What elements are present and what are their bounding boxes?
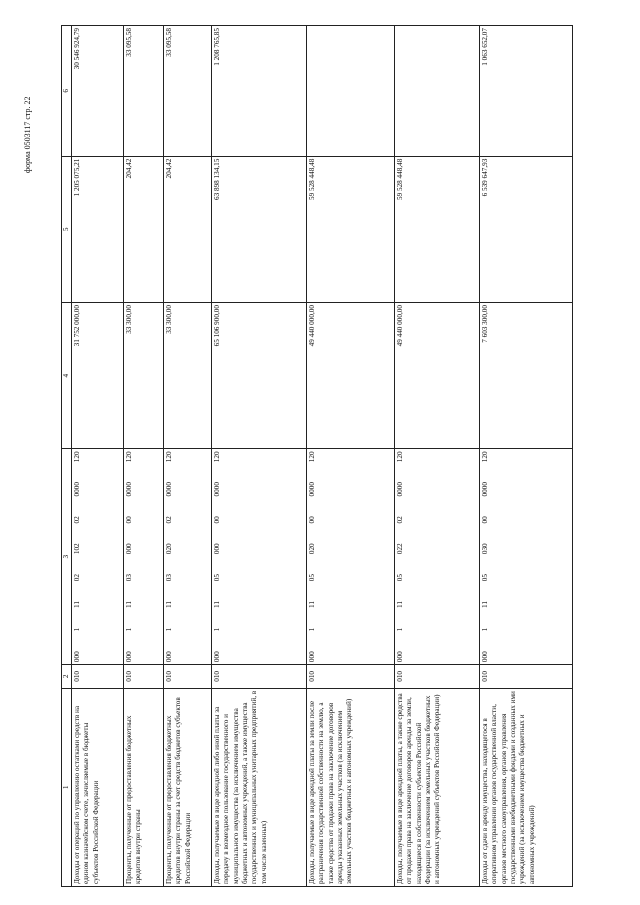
table-row	[164, 26, 212, 887]
budget-code-part: 11	[165, 601, 173, 608]
row-name: Доходы, получаемые в виде арендной платы за земли после разграничения государственной собственности на землю, а также средства от продажи права на заключение договоров аренды указанных земельных участков (за исключением земельных участков бюджетных и автономных учреждений)	[307, 688, 395, 886]
budget-code-parts	[73, 451, 82, 662]
budget-code-part: 120	[308, 451, 316, 463]
budget-code-part: 0000	[396, 482, 404, 497]
row-name: Проценты, полученные от предоставления бюджетных кредитов внутри страны за счет средств бюджетов субъектов Российской Федерации	[164, 688, 212, 886]
budget-code-part: 05	[481, 574, 489, 582]
budget-code-part: 02	[73, 574, 81, 582]
budget-code	[164, 449, 212, 665]
header-cell: 1	[62, 688, 72, 886]
budget-code-part: 03	[125, 574, 133, 582]
budget-code-part: 0000	[308, 482, 316, 497]
budget-code-part: 022	[396, 543, 404, 555]
unexecuted-amount: 33 095,58	[164, 26, 212, 157]
budget-code-part: 000	[165, 651, 173, 663]
executed-amount: 204,42	[164, 156, 212, 302]
approved-amount: 49 440 000,00	[307, 303, 395, 449]
budget-code-part: 000	[73, 651, 81, 663]
budget-code-part: 00	[213, 516, 221, 524]
table-row	[72, 26, 124, 887]
header-cell: 2	[62, 665, 72, 689]
budget-code-part: 03	[165, 574, 173, 582]
line-code: 010	[307, 665, 395, 689]
budget-code-part: 11	[308, 601, 316, 608]
budget-code	[124, 449, 164, 665]
executed-amount: 63 898 134,15	[212, 156, 307, 302]
budget-code-part: 120	[396, 451, 404, 463]
budget-code-part: 05	[308, 574, 316, 582]
table-row	[307, 26, 395, 887]
executed-amount: 59 528 448,48	[395, 156, 480, 302]
budget-code-part: 11	[481, 601, 489, 608]
report-table	[61, 25, 573, 887]
budget-code-part: 02	[396, 516, 404, 524]
line-code: 010	[164, 665, 212, 689]
budget-code-part: 000	[481, 651, 489, 663]
line-code: 010	[395, 665, 480, 689]
budget-code-part: 102	[73, 543, 81, 555]
budget-code	[395, 449, 480, 665]
budget-code-part: 1	[308, 627, 316, 632]
executed-amount: 6 539 647,93	[480, 156, 573, 302]
budget-code-part: 05	[213, 574, 221, 582]
budget-code-part: 11	[73, 601, 81, 608]
budget-code-part: 02	[165, 516, 173, 524]
budget-code-part: 1	[165, 627, 173, 632]
budget-code	[72, 449, 124, 665]
line-code: 010	[480, 665, 573, 689]
table-row	[212, 26, 307, 887]
budget-code-part: 00	[481, 516, 489, 524]
unexecuted-amount: 33 095,58	[124, 26, 164, 157]
line-code: 010	[212, 665, 307, 689]
approved-amount: 33 300,00	[124, 303, 164, 449]
budget-code-parts	[165, 451, 174, 662]
executed-amount: 59 528 448,48	[307, 156, 395, 302]
budget-code-part: 000	[125, 651, 133, 663]
row-name: Доходы от операций по управлению остатками средств на едином казначейском счете, зачисляемые в бюджеты субъектов Российской Федерации	[72, 688, 124, 886]
form-label: форма 0503117 стр. 22	[23, 96, 32, 173]
budget-code-part: 0000	[213, 482, 221, 497]
budget-code-parts	[396, 451, 405, 662]
budget-code-part: 0000	[73, 482, 81, 497]
budget-code-part: 00	[308, 516, 316, 524]
row-name: Проценты, полученные от предоставления бюджетных кредитов внутри страны	[124, 688, 164, 886]
approved-amount: 31 752 000,00	[72, 303, 124, 449]
budget-code-part: 1	[396, 627, 404, 632]
budget-code-part: 000	[125, 543, 133, 555]
budget-code-part: 02	[73, 516, 81, 524]
budget-code-part: 000	[396, 651, 404, 663]
row-name: Доходы, получаемые в виде арендной либо иной платы за передачу в возмездное пользование государственного и муниципального имущества (за исключением имущества бюджетных и автономных учреждений, а также имущества государственных и муниципальных унитарных предприятий, в том числе казенных)	[212, 688, 307, 886]
unexecuted-amount	[307, 26, 395, 157]
budget-code-part: 11	[125, 601, 133, 608]
budget-code-part: 120	[125, 451, 133, 463]
budget-code-part: 0000	[481, 482, 489, 497]
approved-amount: 7 603 300,00	[480, 303, 573, 449]
budget-code-part: 1	[73, 627, 81, 632]
table-row	[480, 26, 573, 887]
table-row	[395, 26, 480, 887]
budget-code-part: 000	[308, 651, 316, 663]
budget-code-part: 120	[213, 451, 221, 463]
budget-code-part: 120	[165, 451, 173, 463]
budget-code-part: 000	[213, 651, 221, 663]
line-code: 010	[72, 665, 124, 689]
row-name: Доходы от сдачи в аренду имущества, находящегося в оперативном управлении органов государственной власти, органов местного самоуправления, органов управления государственными внебюджетными фондами и созданных ими учреждений (за исключением имущества бюджетных и автономных учреждений)	[480, 688, 573, 886]
unexecuted-amount: 1 063 652,07	[480, 26, 573, 157]
budget-code-part: 030	[481, 543, 489, 555]
budget-code-part: 020	[165, 543, 173, 555]
row-name: Доходы, получаемые в виде арендной платы, а также средства от продажи права на заключение договоров аренды за земли, находящиеся в собственности субъектов Российской Федерации (за исключением земельных участков бюджетных и автономных учреждений субъектов Российской Федерации)	[395, 688, 480, 886]
budget-code-part: 1	[213, 627, 221, 632]
executed-amount: 204,42	[124, 156, 164, 302]
budget-code-part: 0000	[125, 482, 133, 497]
budget-code-part: 05	[396, 574, 404, 582]
budget-code-part: 000	[213, 543, 221, 555]
unexecuted-amount	[395, 26, 480, 157]
budget-code-parts	[213, 451, 222, 662]
header-row	[62, 26, 72, 887]
budget-code-part: 0000	[165, 482, 173, 497]
budget-code-part: 120	[73, 451, 81, 463]
header-cell: 4	[62, 303, 72, 449]
budget-code	[480, 449, 573, 665]
unexecuted-amount: 30 546 924,79	[72, 26, 124, 157]
budget-code-part: 120	[481, 451, 489, 463]
budget-code-part: 1	[481, 627, 489, 632]
budget-code-part: 00	[125, 516, 133, 524]
budget-code-part: 11	[396, 601, 404, 608]
header-cell: 6	[62, 26, 72, 157]
approved-amount: 33 300,00	[164, 303, 212, 449]
approved-amount: 65 106 900,00	[212, 303, 307, 449]
budget-code-parts	[308, 451, 317, 662]
budget-code-part: 1	[125, 627, 133, 632]
approved-amount: 49 440 000,00	[395, 303, 480, 449]
budget-code-parts	[481, 451, 490, 662]
budget-code-part: 11	[213, 601, 221, 608]
budget-code	[307, 449, 395, 665]
header-cell: 3	[62, 449, 72, 665]
table-row	[124, 26, 164, 887]
budget-code	[212, 449, 307, 665]
budget-code-part: 020	[308, 543, 316, 555]
budget-code-parts	[125, 451, 134, 662]
unexecuted-amount: 1 208 765,85	[212, 26, 307, 157]
executed-amount: 1 205 075,21	[72, 156, 124, 302]
header-cell: 5	[62, 156, 72, 302]
line-code: 010	[124, 665, 164, 689]
